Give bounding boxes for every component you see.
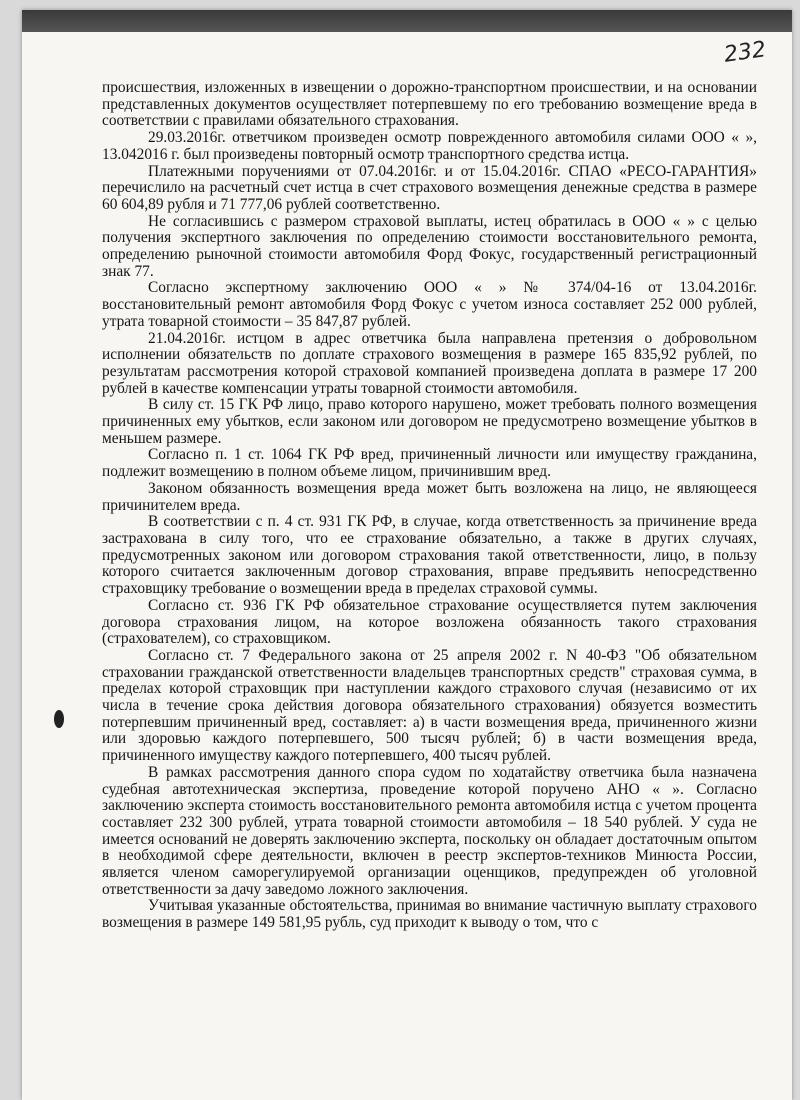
paragraph: Согласно ст. 7 Федерального закона от 25 апреля 2002 г. N 40-ФЗ "Об обязательном страховании гражданской ответственности владельцев транспортных средств" страховая сумма, в пределах которой страховщик при наступлении каждого страхового случая (независимо от их числа в течение срока действия договора обязательного страхования) обязуется возместить потерпевшим причиненный вред, составляет: а) в части возмещения вреда, причиненного жизни или здоровью каждого потерпевшего, 500 тысяч рублей; б) в части возмещения вреда, причиненного имуществу каждого потерпевшего, 400 тысяч рублей.	[102, 646, 757, 765]
paragraph: 29.03.2016г. ответчиком произведен осмотр поврежденного автомобиля силами ООО « », 13.042016 г. был произведены повторный осмотр транспортного средства истца.	[102, 129, 757, 163]
document-page	[22, 10, 792, 1100]
paragraph: Законом обязанность возмещения вреда может быть возложена на лицо, не являющееся причинителем вреда.	[102, 479, 757, 514]
paragraph: происшествия, изложенных в извещении о дорожно-транспортном происшествии, и на основании представленных документов осуществляет потерпевшему по его требованию возмещение вреда в соответствии с правилами обязательного страхования.	[102, 79, 757, 130]
paragraph: Согласно ст. 936 ГК РФ обязательное страхование осуществляется путем заключения договора страхования лицом, на которое возложена обязанность такого страхования (страхователем), со страховщиком.	[102, 596, 757, 648]
paragraph: Согласно п. 1 ст. 1064 ГК РФ вред, причиненный личности или имуществу гражданина, подлежит возмещению в полном объеме лицом, причинившим вред.	[102, 446, 757, 481]
paragraph: 21.04.2016г. истцом в адрес ответчика была направлена претензия о добровольном исполнении обязательств по доплате страхового возмещения в размере 165 835,92 рублей, по результатам рассмотрения которой страховой компанией произведена доплата в размере 17 200 рублей в качестве компенсации утраты товарной стоимости автомобиля.	[102, 329, 757, 397]
paragraph: Согласно экспертному заключению ООО « » № 374/04-16 от 13.04.2016г. восстановительный ремонт автомобиля Форд Фокус с учетом износа составляет 252 000 рублей, утрата товарной стоимости – 35 847,87 рублей.	[102, 279, 757, 330]
paragraph: Платежными поручениями от 07.04.2016г. и от 15.04.2016г. СПАО «РЕСО-ГАРАНТИЯ» перечислило на расчетный счет истца в счет страхового возмещения денежные средства в размере 60 604,89 рубля и 71 777,06 рублей соответственно.	[102, 162, 757, 213]
paragraph: В соответствии с п. 4 ст. 931 ГК РФ, в случае, когда ответственность за причинение вреда застрахована в силу того, что ее страхование обязательно, а также в других случаях, предусмотренных законом или договором страхования такой ответственности, лицо, в пользу которого считается заключенным договор страхования, вправе предъявить непосредственно страховщику требование о возмещении вреда в пределах страховой суммы.	[102, 513, 757, 598]
scan-top-edge	[22, 10, 792, 32]
paragraph: Учитывая указанные обстоятельства, принимая во внимание частичную выплату страхового возмещения в размере 149 581,95 рубль, суд приходит к выводу о том, что с	[102, 897, 757, 932]
document-body	[102, 80, 757, 932]
paragraph: В силу ст. 15 ГК РФ лицо, право которого нарушено, может требовать полного возмещения причиненных ему убытков, если законом или договором не предусмотрено возмещение убытков в меньшем размере.	[102, 396, 757, 447]
paragraph: В рамках рассмотрения данного спора судом по ходатайству ответчика была назначена судебная автотехническая экспертиза, проведение которой поручено АНО « ». Согласно заключению эксперта стоимость восстановительного ремонта автомобиля истца с учетом процента составляет 232 300 рублей, утрата товарной стоимости автомобиля – 18 540 рублей. У суда не имеется оснований не доверять заключению эксперта, поскольку он обладает достаточным опытом в необходимой сфере деятельности, включен в реестр экспертов-техников Минюста России, является членом саморегулируемой организации оценщиков, предупрежден об уголовной ответственности за дачу заведомо ложного заключения.	[102, 763, 757, 898]
handwritten-page-number: 232	[722, 37, 768, 68]
binding-hole	[54, 710, 64, 728]
paragraph: Не согласившись с размером страховой выплаты, истец обратилась в ООО « » с целью получения экспертного заключения по определению стоимости восстановительного ремонта, определению рыночной стоимости автомобиля Форд Фокус, государственный регистрационный знак 77.	[102, 212, 757, 280]
